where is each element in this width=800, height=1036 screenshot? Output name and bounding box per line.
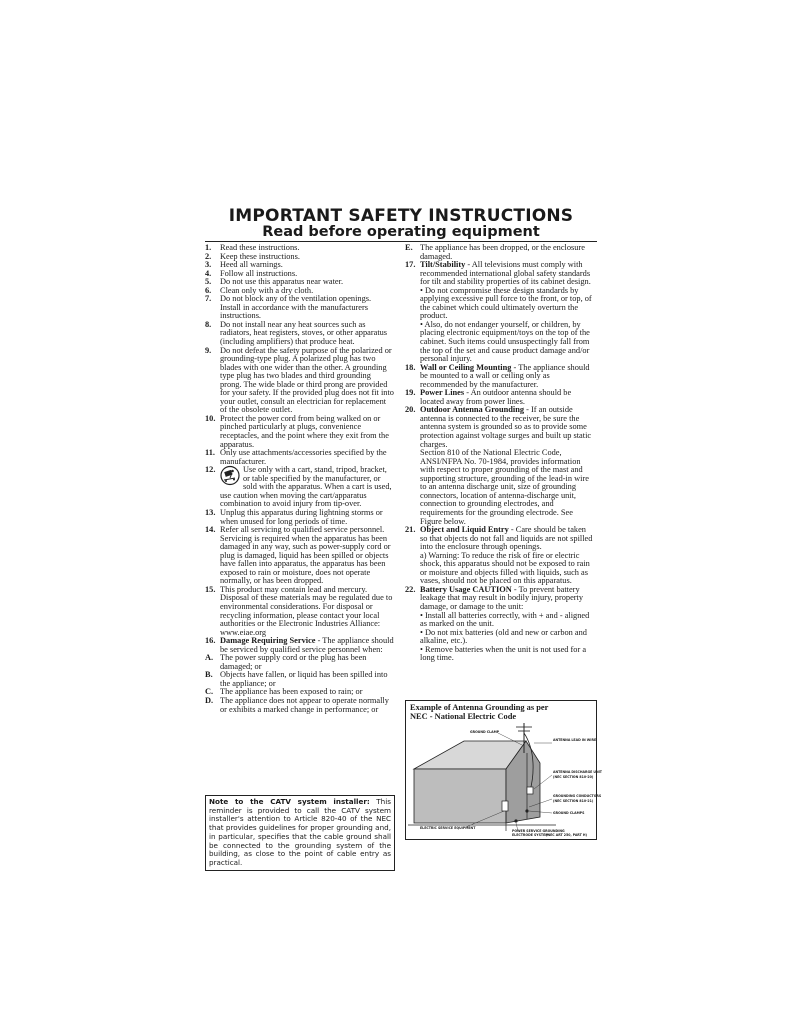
item-text	[220, 295, 394, 321]
item-heading: Wall or Ceiling Mounting	[420, 362, 512, 372]
item-body: Heed all warnings.	[220, 260, 283, 270]
item-number: 22.	[405, 584, 416, 594]
instruction-item	[205, 526, 394, 586]
item-text	[220, 697, 394, 714]
item-body: The power supply cord or the plug has been damaged; or	[220, 653, 367, 671]
note-label: Note to the CATV system installer:	[209, 797, 370, 806]
instruction-item	[405, 244, 594, 261]
item-body: - The appliance should be serviced by qualified service personnel when:	[220, 636, 394, 654]
instruction-item	[405, 586, 594, 663]
item-number: 11.	[205, 448, 215, 458]
label-discharge: ANTENNA DISCHARGE UNIT	[553, 770, 602, 774]
item-subparagraph: Section 810 of the National Electric Code, ANSI/NFPA No. 70-1984, provides information with respect to proper grounding of the mast and supporting structure, grounding of the lead-in wire to an antenna discharge unit, size of grounding connectors, location of antenna-discharge unit, connection to grounding electrodes, and requirements for the grounding electrode. See Figure below.	[420, 448, 589, 526]
ground-clamp	[525, 809, 528, 812]
item-text	[220, 637, 394, 654]
item-number: 16.	[205, 636, 216, 646]
page-title: IMPORTANT SAFETY INSTRUCTIONS	[228, 206, 574, 226]
instruction-item	[205, 321, 394, 347]
item-subparagraph: • Do not compromise these design standards by applying excessive pull force to the front, or top, of the cabinet which could ultimately overturn the product.	[420, 285, 592, 321]
label-clamps: GROUND CLAMPS	[553, 811, 585, 815]
item-text	[220, 321, 394, 347]
item-number: 3.	[205, 260, 212, 270]
label-lead-in: ANTENNA LEAD IN WIRE	[553, 738, 597, 742]
item-subparagraph: • Remove batteries when the unit is not used for a long time.	[420, 644, 587, 663]
instruction-item	[205, 449, 394, 466]
item-number: 18.	[405, 362, 416, 372]
item-number: 15.	[205, 584, 216, 594]
item-text	[220, 449, 394, 466]
instruction-item	[405, 364, 594, 390]
item-subparagraph: a) Warning: To reduce the risk of fire or electric shock, this apparatus should not be exposed to rain or moisture and objects filled with liquids, such as vases, should not be placed on this apparatus.	[420, 550, 590, 586]
item-body: - The appliance should be mounted to a wall or ceiling only as recommended by the manufacturer.	[420, 362, 590, 389]
house-side	[414, 769, 506, 823]
item-text	[420, 389, 594, 406]
item-number: 14.	[205, 525, 216, 535]
label-electrode: ELECTRODE SYSTEM	[512, 833, 549, 837]
instruction-item	[205, 347, 394, 415]
item-text	[420, 261, 594, 364]
item-number: D.	[205, 695, 214, 705]
item-subparagraph: • Do not mix batteries (old and new or carbon and alkaline, etc.).	[420, 627, 587, 646]
instruction-item	[405, 261, 594, 364]
item-number: A.	[205, 653, 214, 663]
item-number: 5.	[205, 277, 212, 287]
item-heading: Object and Liquid Entry	[420, 525, 509, 535]
item-number: 12.	[205, 465, 216, 475]
item-body: Refer all servicing to qualified service personnel. Servicing is required when the apparatus has been damaged in any way, such as power-supply cord or plug is damaged, liquid has been spilled or objects have fallen into apparatus, the apparatus has been exposed to rain or moisture, does not operate normally, or has been dropped.	[220, 525, 391, 586]
label-discharge-sub: (NEC SECTION 810-20)	[553, 775, 594, 779]
left-column	[205, 244, 394, 714]
item-text	[220, 526, 394, 586]
item-number: 7.	[205, 294, 212, 304]
item-body: The appliance has been dropped, or the enclosure damaged.	[420, 243, 585, 261]
figure-title	[410, 703, 592, 721]
discharge-unit	[527, 787, 533, 794]
item-text	[420, 586, 594, 663]
electric-service-box	[502, 801, 508, 811]
instruction-item	[205, 415, 394, 449]
item-number: 19.	[405, 388, 416, 398]
cart-tip-over-icon	[220, 466, 240, 485]
item-body: Keep these instructions.	[220, 251, 300, 261]
figure-title-line2: NEC - National Electric Code	[410, 712, 517, 721]
item-heading: Battery Usage CAUTION	[420, 584, 512, 594]
item-text	[420, 244, 594, 261]
item-number: 4.	[205, 268, 212, 278]
item-heading: Tilt/Stability	[420, 260, 466, 270]
label-conductors-sub: (NEC SECTION 810-21)	[553, 799, 594, 803]
item-body: Clean only with a dry cloth.	[220, 285, 314, 295]
figure-title-line1: Example of Antenna Grounding as per	[410, 703, 549, 712]
item-number: E.	[405, 243, 413, 252]
right-column	[405, 244, 594, 663]
instruction-item	[205, 466, 394, 509]
item-text	[220, 415, 394, 449]
item-body: The appliance has been exposed to rain; or	[220, 687, 363, 697]
item-body: - Care should be taken so that objects do not fall and liquids are not spilled into the enclosure through openings.	[420, 525, 593, 552]
note-text: This reminder is provided to call the CATV system installer's attention to Article 820-40 of the NEC that provides guidelines for proper grounding and, in particular, specifies that the cable ground shall be connected to the grounding system of the building, as close to the point of cable entry as practical.	[209, 797, 391, 867]
antenna-grounding-diagram	[406, 721, 602, 839]
item-subparagraph: • Install all batteries correctly, with + and - aligned as marked on the unit.	[420, 610, 590, 629]
item-body: Protect the power cord from being walked on or pinched particularly at plugs, convenience receptacles, and the point where they exit from the apparatus.	[220, 413, 389, 449]
item-text	[220, 671, 394, 688]
instruction-item	[205, 697, 394, 714]
item-body: - If an outside antenna is connected to the receiver, be sure the antenna system is grounded so as to provide some protection against voltage surges and built up static charges.	[420, 405, 592, 449]
item-body: - To prevent battery leakage that may result in bodily injury, property damage, or damage to the unit:	[420, 584, 584, 611]
page-subtitle: Read before operating equipment	[262, 224, 540, 240]
item-text	[220, 347, 394, 415]
item-number: 9.	[205, 345, 212, 355]
item-number: 8.	[205, 319, 212, 329]
item-number: 2.	[205, 251, 212, 261]
item-number: B.	[205, 670, 213, 680]
item-body: Follow all instructions.	[220, 268, 298, 278]
item-number: C.	[205, 687, 214, 697]
ground-clamp	[514, 819, 517, 822]
item-body: Do not install near any heat sources such as radiators, heat registers, stoves, or other apparatus (including amplifiers) that produce heat.	[220, 319, 388, 347]
instruction-item	[205, 654, 394, 671]
item-text	[220, 509, 394, 526]
item-number: 1.	[205, 243, 212, 252]
antenna-grounding-figure	[405, 700, 602, 840]
item-body: Unplug this apparatus during lightning storms or when unused for long periods of time.	[220, 507, 383, 526]
item-body: Only use attachments/accessories specified by the manufacturer.	[220, 448, 387, 466]
item-body: Objects have fallen, or liquid has been spilled into the appliance; or	[220, 670, 388, 688]
instruction-item	[205, 671, 394, 688]
item-body: Do not use this apparatus near water.	[220, 277, 344, 287]
item-heading: Outdoor Antenna Grounding	[420, 405, 525, 415]
item-heading: Damage Requiring Service	[220, 636, 316, 646]
item-text	[220, 586, 394, 637]
instruction-item	[205, 295, 394, 321]
item-subparagraph: • Also, do not endanger yourself, or children, by placing electronic equipment/toys on the top of the cabinet. Such items could unsuspectingly fall from the top of the set and cause product damage and/or personal injury.	[420, 319, 590, 364]
label-conductors: GROUNDING CONDUCTORS	[553, 794, 602, 798]
label-electrode-sub: (NEC ART 250, PART H)	[546, 833, 588, 837]
instruction-item	[205, 637, 394, 654]
instruction-item	[205, 509, 394, 526]
item-number: 10.	[205, 413, 216, 423]
label-electric: ELECTRIC SERVICE EQUIPMENT	[420, 826, 476, 830]
item-body: Do not block any of the ventilation openings. Install in accordance with the manufacturers instructions.	[220, 294, 372, 321]
item-body: Use only with a cart, stand, tripod, bracket, or table specified by the manufacturer, or sold with the apparatus. When a cart is used, use caution when moving the cart/apparatus combination to avoid injury from tip-over.	[220, 465, 392, 509]
item-number: 21.	[405, 525, 416, 535]
item-text	[220, 466, 394, 509]
item-body: The appliance does not appear to operate normally or exhibits a marked change in performance; or	[220, 695, 389, 714]
item-body: Read these instructions.	[220, 243, 300, 252]
instruction-item	[405, 526, 594, 586]
label-ground-clamp-top: GROUND CLAMP	[470, 730, 500, 734]
item-body: This product may contain lead and mercury. Disposal of these materials may be regulated due to environmental considerations. For disposal or recycling information, please contact your local authorities or the Electronic Industries Alliance: www.eiae.org	[220, 584, 393, 637]
catv-note-box	[205, 795, 395, 871]
item-number: 17.	[405, 260, 416, 270]
instruction-item	[405, 406, 594, 526]
instruction-item	[205, 586, 394, 637]
item-body: - All televisions must comply with recommended international global safety standards for tilt and stability properties of its cabinet design.	[420, 260, 591, 287]
item-heading: Power Lines	[420, 388, 465, 398]
instruction-item	[405, 389, 594, 406]
item-number: 20.	[405, 405, 416, 415]
item-text	[220, 654, 394, 671]
item-text	[420, 406, 594, 526]
item-body: Do not defeat the safety purpose of the polarized or grounding-type plug. A polarized plug has two blades with one wider than the other. A grounding type plug has two blades and third grounding prong. The wide blade or third prong are provided for your safety. If the provided plug does not fit into your outlet, consult an electrician for replacement of the obsolete outlet.	[220, 345, 394, 415]
item-number: 6.	[205, 285, 212, 295]
item-number: 13.	[205, 507, 216, 517]
item-body: - An outdoor antenna should be located away from power lines.	[420, 388, 572, 406]
item-text	[420, 526, 594, 586]
item-text	[420, 364, 594, 390]
label-power: POWER SERVICE GROUNDING	[512, 829, 565, 833]
title-divider	[205, 241, 597, 242]
